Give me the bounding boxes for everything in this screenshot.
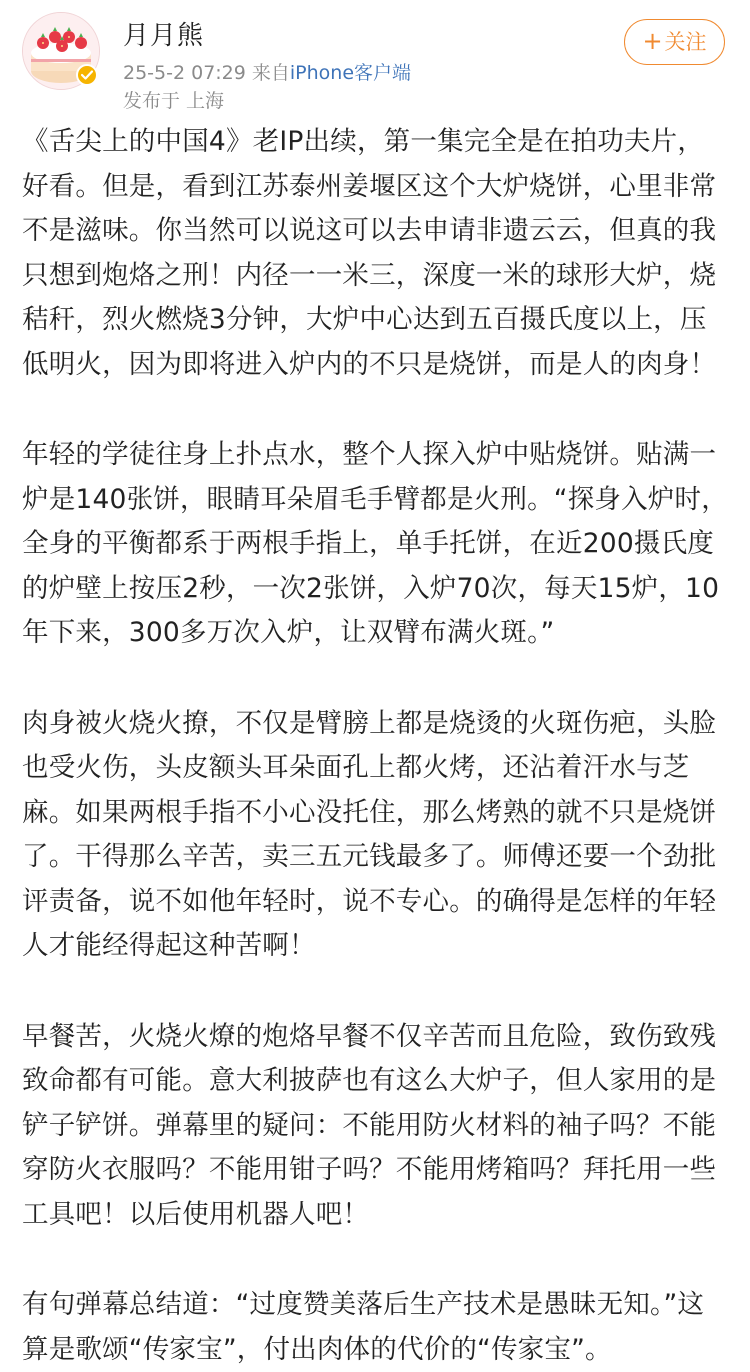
- source-prefix: 来自: [251, 62, 290, 84]
- plus-icon: +: [642, 27, 663, 55]
- post-meta: [123, 60, 411, 86]
- username[interactable]: 月月熊: [123, 21, 205, 51]
- follow-label: 关注: [664, 30, 707, 54]
- post-paragraph: 年轻的学徒往身上扑点水，整个人探入炉中贴烧饼。贴满一炉是140张饼，眼睛耳朵眉毛手臂都是火刑。“探身入炉时，全身的平衡都系于两根手指上，单手托饼，在近200摄氏度的炉壁上按压2秒，一次2张饼，入炉70次，每天15炉，10年下来，300多万次入炉，让双臂布满火斑。”: [22, 439, 728, 648]
- post-paragraph: 《舌尖上的中国4》老IP出续，第一集完全是在拍功夫片，好看。但是，看到江苏泰州姜堰区这个大炉烧饼，心里非常不是滋味。你当然可以说这可以去申请非遗云云，但真的我只想到炮烙之刑！内径一一米三，深度一米的球形大炉，烧秸秆，烈火燃烧3分钟，大炉中心达到五百摄氏度以上，压低明火，因为即将进入炉内的不只是烧饼，而是人的肉身！: [22, 126, 717, 380]
- post-paragraph: 早餐苦，火烧火燎的炮烙早餐不仅辛苦而且危险，致伤致残致命都有可能。意大利披萨也有这么大炉子，但人家用的是铲子铲饼。弹幕里的疑问：不能用防火材料的袖子吗？不能穿防火衣服吗？不能用钳子吗？不能用烤箱吗？拜托用一些工具吧！以后使用机器人吧！: [22, 1020, 717, 1230]
- post-body: [22, 120, 730, 1372]
- verified-badge-icon: [76, 64, 98, 86]
- post-paragraph: 有句弹幕总结道：“过度赞美落后生产技术是愚昧无知。”这算是歌颂“传家宝”，付出肉体的代价的“传家宝”。: [22, 1289, 705, 1365]
- post-location: 发布于 上海: [123, 90, 225, 112]
- post-paragraph: 肉身被火烧火撩，不仅是臂膀上都是烧烫的火斑伤疤，头脸也受火伤，头皮额头耳朵面孔上都火烤，还沾着汗水与芝麻。如果两根手指不小心没托住，那么烤熟的就不只是烧饼了。干得那么辛苦，卖三五元钱最多了。师傅还要一个劲批评责备，说不如他年轻时，说不专心。的确得是怎样的年轻人才能经得起这种苦啊！: [22, 707, 717, 961]
- follow-button[interactable]: [624, 19, 725, 65]
- post-date: 25-5-2 07:29: [123, 62, 246, 84]
- post-header: [0, 0, 750, 118]
- source-app-link[interactable]: iPhone客户端: [289, 62, 412, 84]
